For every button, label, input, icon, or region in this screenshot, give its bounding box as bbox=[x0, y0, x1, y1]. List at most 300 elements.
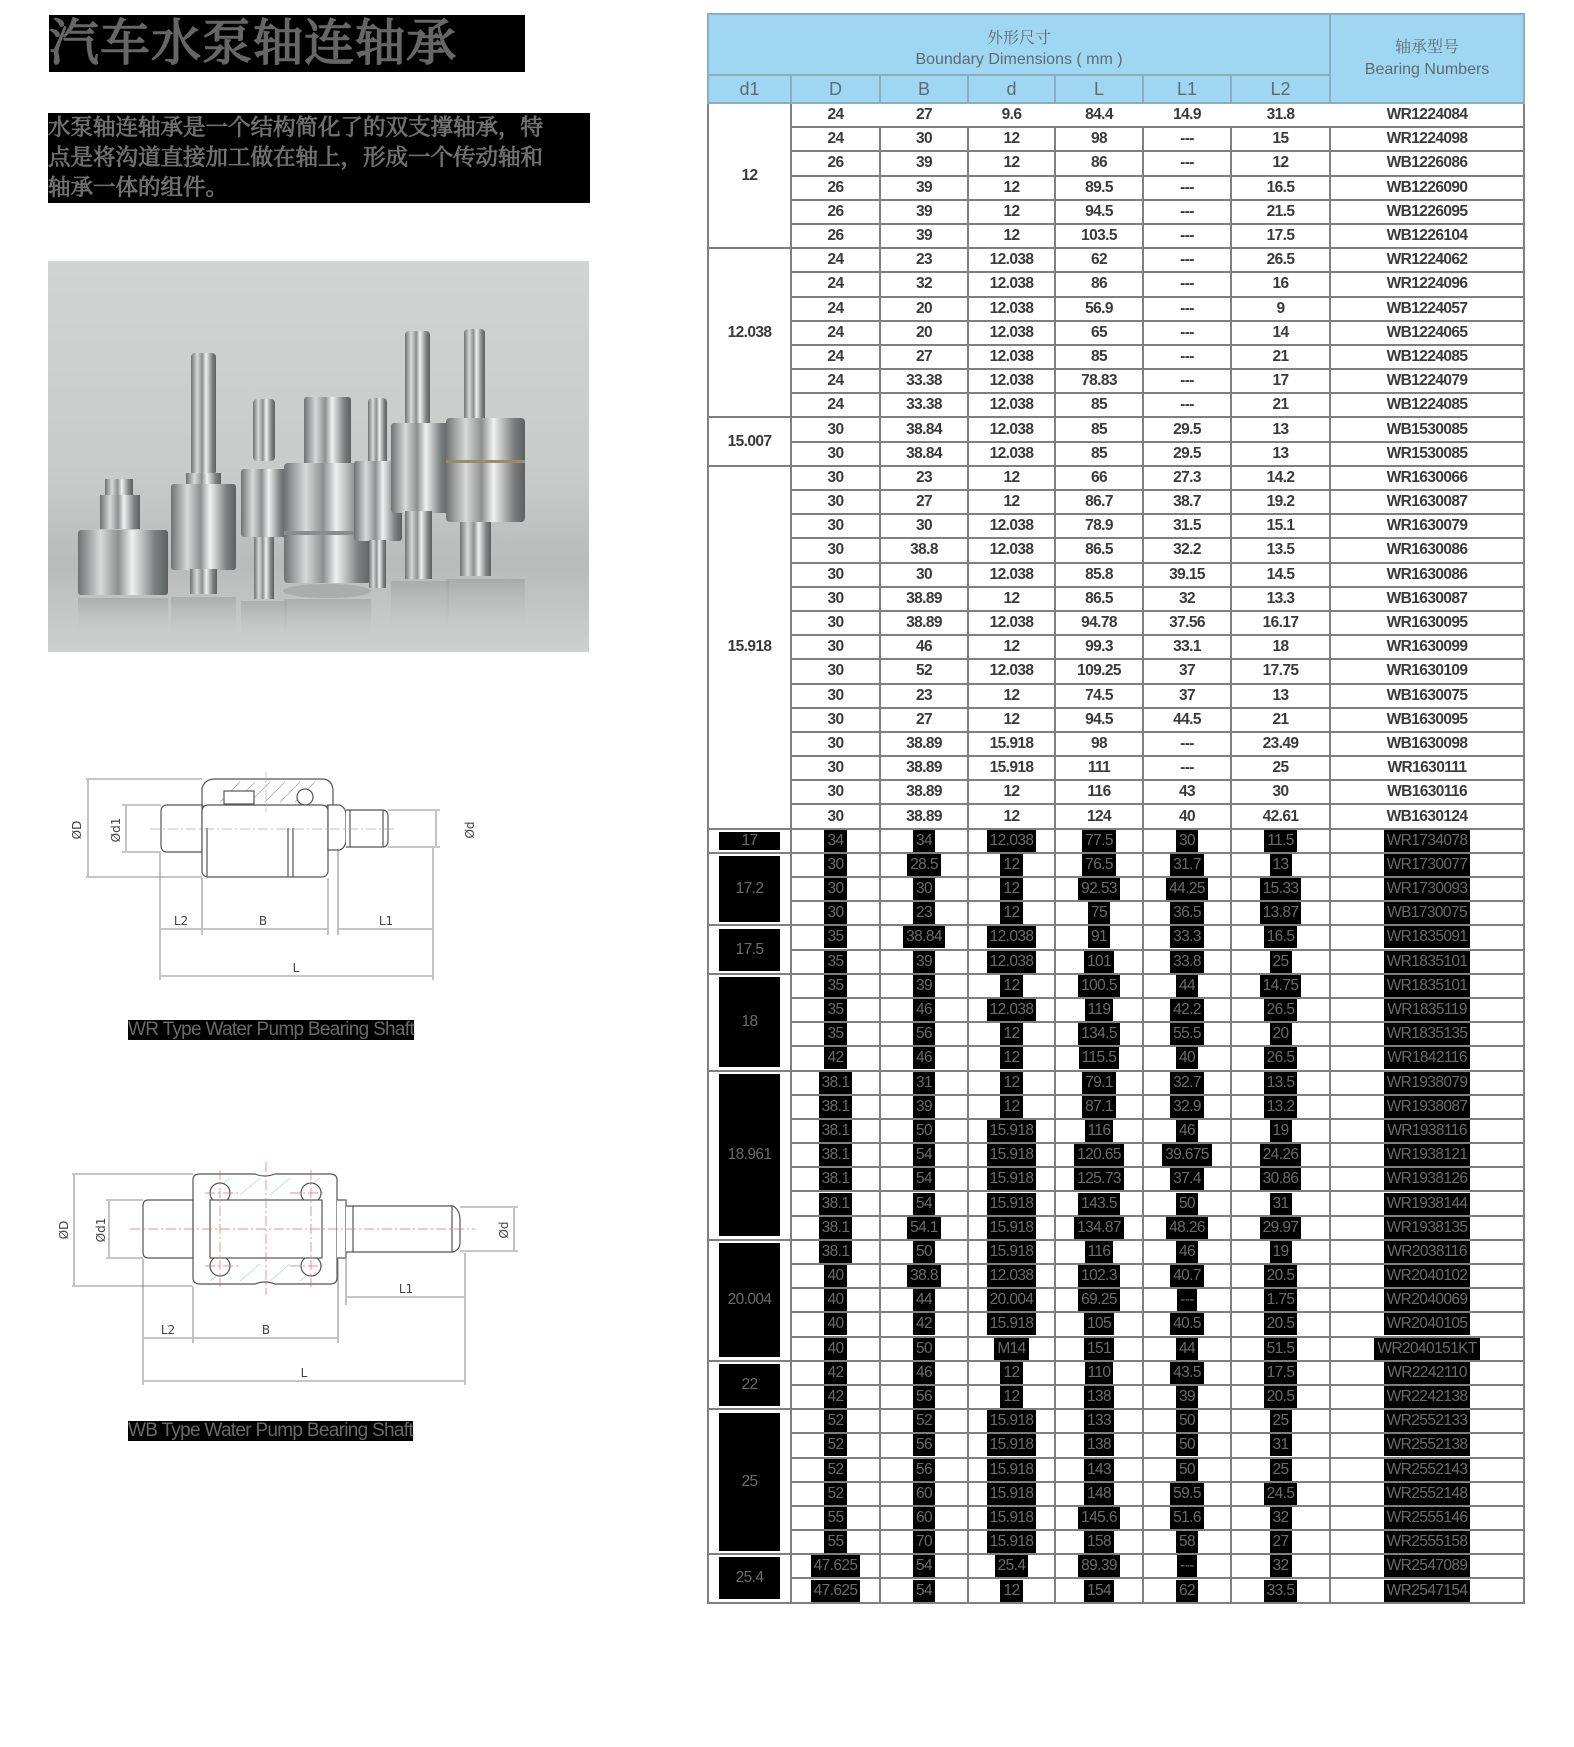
cell-B bbox=[880, 297, 968, 321]
cell-value: 33.38 bbox=[906, 396, 942, 414]
cell-L1 bbox=[1143, 224, 1231, 248]
cell-L2 bbox=[1231, 1554, 1330, 1578]
cell-value: 12 bbox=[1000, 1580, 1022, 1602]
cell-value: 70 bbox=[913, 1531, 935, 1553]
cell-value: 27 bbox=[1270, 1531, 1292, 1553]
cell-value: 44.25 bbox=[1166, 878, 1208, 900]
cell-value: 24.5 bbox=[1264, 1483, 1298, 1505]
cell-L bbox=[1055, 853, 1143, 877]
table-row bbox=[708, 1409, 1524, 1433]
table-row bbox=[708, 272, 1524, 296]
cell-value: WB1530085 bbox=[1386, 420, 1468, 438]
cell-value: 13.5 bbox=[1266, 541, 1295, 559]
cell-value: 38.84 bbox=[906, 420, 942, 438]
cell-value: --- bbox=[1180, 299, 1194, 317]
cell-L2 bbox=[1231, 853, 1330, 877]
cell-value: 12.038 bbox=[989, 251, 1034, 269]
cell-L1 bbox=[1143, 804, 1231, 828]
table-row bbox=[708, 297, 1524, 321]
cell-L bbox=[1055, 611, 1143, 635]
cell-L bbox=[1055, 974, 1143, 998]
table-header bbox=[708, 14, 1524, 103]
cell-value: WR2040151KT bbox=[1374, 1338, 1479, 1360]
dim-label-D: ØD bbox=[57, 1220, 71, 1240]
cell-value: 39 bbox=[915, 154, 933, 172]
table-row bbox=[708, 248, 1524, 272]
cell-value: 55.5 bbox=[1170, 1023, 1204, 1045]
cell-value: 30 bbox=[827, 517, 844, 535]
cell-value: 12 bbox=[1000, 1362, 1022, 1384]
cell-L bbox=[1055, 490, 1143, 514]
cell-value: 24 bbox=[827, 299, 844, 317]
cell-L1 bbox=[1143, 1046, 1231, 1070]
cell-L1 bbox=[1143, 200, 1231, 224]
cell-B bbox=[880, 804, 968, 828]
cell-value: 85 bbox=[1090, 347, 1108, 365]
cell-value: 15 bbox=[1272, 130, 1289, 148]
table-row bbox=[708, 853, 1524, 877]
dim-label-L1: L1 bbox=[378, 914, 394, 928]
table-row bbox=[708, 103, 1524, 127]
cell-L1 bbox=[1143, 1288, 1231, 1312]
cell-value: WR1734078 bbox=[1384, 830, 1471, 852]
cell-value: WB1730075 bbox=[1384, 902, 1470, 924]
cell-value: 60 bbox=[913, 1507, 935, 1529]
cell-d1-value: 18.961 bbox=[719, 1074, 780, 1236]
cell-value: 12 bbox=[1000, 878, 1022, 900]
cell-value: 62 bbox=[1090, 251, 1108, 269]
cell-L bbox=[1055, 925, 1143, 949]
cell-L2 bbox=[1231, 901, 1330, 925]
cell-value: WB1224065 bbox=[1386, 323, 1468, 341]
cell-d bbox=[968, 272, 1055, 296]
cell-value: 40.7 bbox=[1170, 1265, 1204, 1287]
cell-L1 bbox=[1143, 684, 1231, 708]
cell-value: 30 bbox=[824, 878, 846, 900]
cell-value: 38.1 bbox=[819, 1144, 853, 1166]
cell-L bbox=[1055, 200, 1143, 224]
cell-L1 bbox=[1143, 321, 1231, 345]
table-row bbox=[708, 514, 1524, 538]
bearing-spec-table bbox=[707, 13, 1523, 1604]
cell-value: 77.5 bbox=[1082, 830, 1116, 852]
cell-bearing-number bbox=[1330, 1337, 1524, 1361]
cell-bearing-number bbox=[1330, 853, 1524, 877]
cell-L bbox=[1055, 587, 1143, 611]
cell-B bbox=[880, 442, 968, 466]
cell-D bbox=[791, 998, 880, 1022]
cell-value: WR2555158 bbox=[1384, 1531, 1471, 1553]
cell-L2 bbox=[1231, 345, 1330, 369]
cell-bearing-number bbox=[1330, 1191, 1524, 1215]
cell-d bbox=[968, 1554, 1055, 1578]
cell-value: 134.5 bbox=[1078, 1023, 1120, 1045]
cell-value: 39.675 bbox=[1162, 1144, 1212, 1166]
cell-value: 12.038 bbox=[989, 541, 1034, 559]
cell-bearing-number bbox=[1330, 1167, 1524, 1191]
cell-bearing-number bbox=[1330, 538, 1524, 562]
cell-value: 59.5 bbox=[1170, 1483, 1204, 1505]
cell-value: 30 bbox=[827, 686, 844, 704]
cell-L bbox=[1055, 708, 1143, 732]
cell-value: 54.1 bbox=[907, 1217, 941, 1239]
cell-L1 bbox=[1143, 1506, 1231, 1530]
cell-value: 12 bbox=[1003, 710, 1020, 728]
table-row bbox=[708, 901, 1524, 925]
cell-L2 bbox=[1231, 466, 1330, 490]
cell-value: 54 bbox=[913, 1168, 935, 1190]
cell-value: 30 bbox=[827, 565, 844, 583]
cell-L2 bbox=[1231, 321, 1330, 345]
cell-d1-value: 15.007 bbox=[727, 432, 772, 450]
cell-value: 24 bbox=[827, 396, 844, 414]
cell-value: 75 bbox=[1088, 902, 1110, 924]
cell-d bbox=[968, 466, 1055, 490]
cell-value: WR2038116 bbox=[1384, 1241, 1470, 1263]
cell-value: 38.84 bbox=[903, 926, 945, 948]
cell-value: 15.918 bbox=[987, 1434, 1037, 1456]
cell-B bbox=[880, 1482, 968, 1506]
cell-L bbox=[1055, 297, 1143, 321]
cell-value: 98 bbox=[1090, 734, 1108, 752]
cell-value: 21 bbox=[1272, 710, 1289, 728]
cell-L2 bbox=[1231, 272, 1330, 296]
cell-B bbox=[880, 1506, 968, 1530]
cell-d bbox=[968, 1361, 1055, 1385]
cell-value: WR1730077 bbox=[1384, 854, 1471, 876]
cell-d1 bbox=[708, 1071, 791, 1240]
cell-B bbox=[880, 224, 968, 248]
cell-d bbox=[968, 635, 1055, 659]
cell-bearing-number bbox=[1330, 1530, 1524, 1554]
cell-L2 bbox=[1231, 829, 1330, 853]
table-row bbox=[708, 1191, 1524, 1215]
cell-L1 bbox=[1143, 176, 1231, 200]
cell-d1 bbox=[708, 829, 791, 853]
cell-L bbox=[1055, 1022, 1143, 1046]
cell-L1 bbox=[1143, 1191, 1231, 1215]
table-row bbox=[708, 1071, 1524, 1095]
cell-value: 23 bbox=[915, 468, 933, 486]
cell-D bbox=[791, 1216, 880, 1240]
cell-value: 20 bbox=[915, 323, 933, 341]
cell-value: 38.8 bbox=[907, 1265, 941, 1287]
cell-value: 24 bbox=[827, 347, 844, 365]
cell-d bbox=[968, 248, 1055, 272]
cell-D bbox=[791, 732, 880, 756]
cell-value: WR2242110 bbox=[1384, 1362, 1470, 1384]
cell-value: 56 bbox=[913, 1459, 935, 1481]
cell-value: 26.5 bbox=[1264, 999, 1298, 1021]
cell-d bbox=[968, 974, 1055, 998]
table-row bbox=[708, 1458, 1524, 1482]
cell-d1-value: 18 bbox=[719, 977, 780, 1067]
cell-value: 15.918 bbox=[987, 1507, 1037, 1529]
cell-value: 25 bbox=[1270, 1410, 1292, 1432]
cell-L2 bbox=[1231, 1191, 1330, 1215]
cell-L bbox=[1055, 950, 1143, 974]
cell-L1 bbox=[1143, 490, 1231, 514]
cell-value: WR2547154 bbox=[1384, 1580, 1471, 1602]
cell-L2 bbox=[1231, 1022, 1330, 1046]
cell-d bbox=[968, 1458, 1055, 1482]
cell-L bbox=[1055, 635, 1143, 659]
cell-d bbox=[968, 514, 1055, 538]
cell-value: 23 bbox=[915, 686, 933, 704]
cell-value: 38.1 bbox=[819, 1072, 853, 1094]
cell-value: 52 bbox=[824, 1483, 846, 1505]
cell-d1-value: 20.004 bbox=[719, 1243, 780, 1357]
cell-d1 bbox=[708, 103, 791, 248]
cell-value: 30 bbox=[827, 614, 844, 632]
cell-value: 54 bbox=[913, 1555, 935, 1577]
cell-bearing-number bbox=[1330, 1022, 1524, 1046]
cell-L bbox=[1055, 176, 1143, 200]
cell-value: 15.1 bbox=[1266, 517, 1295, 535]
cell-L bbox=[1055, 1458, 1143, 1482]
cell-L2 bbox=[1231, 1167, 1330, 1191]
cell-value: 42 bbox=[913, 1313, 935, 1335]
cell-L bbox=[1055, 538, 1143, 562]
cell-bearing-number bbox=[1330, 490, 1524, 514]
cell-value: 15.918 bbox=[987, 1144, 1037, 1166]
cell-bearing-number bbox=[1330, 1216, 1524, 1240]
cell-B bbox=[880, 1022, 968, 1046]
cell-value: 12 bbox=[1003, 638, 1020, 656]
cell-bearing-number bbox=[1330, 1578, 1524, 1602]
table-row bbox=[708, 466, 1524, 490]
cell-value: 19 bbox=[1270, 1241, 1292, 1263]
cell-value: --- bbox=[1180, 275, 1194, 293]
cell-value: 89.39 bbox=[1078, 1555, 1120, 1577]
cell-L1 bbox=[1143, 151, 1231, 175]
cell-bearing-number bbox=[1330, 442, 1524, 466]
cell-value: 44 bbox=[913, 1289, 935, 1311]
cell-bearing-number bbox=[1330, 1288, 1524, 1312]
cell-value: 13.87 bbox=[1260, 902, 1302, 924]
cell-L2 bbox=[1231, 659, 1330, 683]
cell-value: 39 bbox=[1176, 1386, 1198, 1408]
cell-D bbox=[791, 1409, 880, 1433]
cell-L1 bbox=[1143, 369, 1231, 393]
cell-value: 52 bbox=[824, 1459, 846, 1481]
cell-value: 28.5 bbox=[907, 854, 941, 876]
cell-D bbox=[791, 151, 880, 175]
wb-type-drawing bbox=[50, 1150, 550, 1390]
cell-value: 15.918 bbox=[987, 1459, 1037, 1481]
cell-value: 15.918 bbox=[989, 759, 1034, 777]
cell-D bbox=[791, 1119, 880, 1143]
cell-value: WB1224057 bbox=[1386, 299, 1468, 317]
cell-value: 12 bbox=[1000, 1047, 1022, 1069]
cell-value: 138 bbox=[1084, 1386, 1114, 1408]
cell-L1 bbox=[1143, 611, 1231, 635]
table-row bbox=[708, 563, 1524, 587]
cell-d bbox=[968, 151, 1055, 175]
table-row bbox=[708, 659, 1524, 683]
cell-value: WR1224096 bbox=[1386, 275, 1468, 293]
cell-value: WR2552148 bbox=[1384, 1483, 1471, 1505]
cell-value: 20 bbox=[1270, 1023, 1292, 1045]
cell-value: WR1630087 bbox=[1386, 493, 1468, 511]
cell-d1-value: 12.038 bbox=[727, 323, 772, 341]
cell-value: WR1730093 bbox=[1384, 878, 1471, 900]
cell-B bbox=[880, 611, 968, 635]
bearing-shafts-image bbox=[48, 261, 589, 652]
cell-D bbox=[791, 127, 880, 151]
cell-value: 38.89 bbox=[906, 614, 942, 632]
cell-value: 51.5 bbox=[1264, 1338, 1298, 1360]
cell-value: 74.5 bbox=[1085, 686, 1113, 704]
cell-value: 116 bbox=[1085, 1120, 1114, 1142]
intro-paragraph bbox=[48, 113, 590, 203]
cell-L2 bbox=[1231, 1046, 1330, 1070]
cell-d1 bbox=[708, 417, 791, 465]
cell-value: 38.1 bbox=[819, 1096, 853, 1118]
cell-L bbox=[1055, 1385, 1143, 1409]
cell-value: WR1938144 bbox=[1384, 1193, 1471, 1215]
cell-B bbox=[880, 684, 968, 708]
cell-B bbox=[880, 417, 968, 441]
cell-B bbox=[880, 1409, 968, 1433]
cell-L2 bbox=[1231, 587, 1330, 611]
cell-value: WR1938135 bbox=[1384, 1217, 1471, 1239]
cell-L2 bbox=[1231, 925, 1330, 949]
cell-value: 15.918 bbox=[987, 1217, 1037, 1239]
cell-value: 30 bbox=[827, 468, 844, 486]
cell-B bbox=[880, 490, 968, 514]
cell-d bbox=[968, 659, 1055, 683]
cell-L2 bbox=[1231, 1361, 1330, 1385]
cell-value: 24 bbox=[827, 275, 844, 293]
cell-L2 bbox=[1231, 563, 1330, 587]
cell-B bbox=[880, 1288, 968, 1312]
cell-value: 13 bbox=[1270, 854, 1292, 876]
wb-technical-drawing bbox=[50, 1150, 550, 1390]
table-row bbox=[708, 538, 1524, 562]
wb-caption: WB Type Water Pump Bearing Shaft bbox=[128, 1420, 413, 1441]
cell-value: 12 bbox=[1272, 154, 1289, 172]
cell-L2 bbox=[1231, 1216, 1330, 1240]
cell-B bbox=[880, 1240, 968, 1264]
cell-value: 31 bbox=[1270, 1193, 1292, 1215]
cell-value: 69.25 bbox=[1078, 1289, 1120, 1311]
cell-value: 40 bbox=[1178, 807, 1196, 825]
cell-B bbox=[880, 1578, 968, 1602]
cell-L2 bbox=[1231, 1482, 1330, 1506]
cell-L bbox=[1055, 1506, 1143, 1530]
table-row bbox=[708, 393, 1524, 417]
cell-L1 bbox=[1143, 1167, 1231, 1191]
cell-value: WB1226090 bbox=[1386, 178, 1468, 196]
cell-value: 35 bbox=[824, 975, 846, 997]
cell-value: 14.9 bbox=[1173, 106, 1201, 124]
cell-bearing-number bbox=[1330, 514, 1524, 538]
table-row bbox=[708, 998, 1524, 1022]
cell-D bbox=[791, 1071, 880, 1095]
cell-B bbox=[880, 780, 968, 804]
cell-value: 48.26 bbox=[1166, 1217, 1208, 1239]
cell-value: 56 bbox=[913, 1386, 935, 1408]
cell-value: 46 bbox=[1176, 1120, 1198, 1142]
cell-value: 85.8 bbox=[1085, 565, 1113, 583]
cell-value: 125.73 bbox=[1074, 1168, 1124, 1190]
cell-value: 31.5 bbox=[1173, 517, 1201, 535]
cell-bearing-number bbox=[1330, 393, 1524, 417]
cell-value: 85 bbox=[1090, 420, 1108, 438]
cell-L bbox=[1055, 248, 1143, 272]
cell-bearing-number bbox=[1330, 1240, 1524, 1264]
cell-value: 13.2 bbox=[1264, 1096, 1298, 1118]
cell-value: 24 bbox=[827, 372, 844, 390]
cell-D bbox=[791, 466, 880, 490]
cell-value: WR1630095 bbox=[1386, 614, 1468, 632]
cell-value: 91 bbox=[1088, 926, 1110, 948]
cell-value: 78.9 bbox=[1085, 517, 1113, 535]
cell-d bbox=[968, 563, 1055, 587]
cell-value: 32 bbox=[915, 275, 933, 293]
cell-d bbox=[968, 925, 1055, 949]
cell-D bbox=[791, 1482, 880, 1506]
cell-B bbox=[880, 1337, 968, 1361]
cell-D bbox=[791, 1506, 880, 1530]
table-row bbox=[708, 1361, 1524, 1385]
cell-value: 30 bbox=[827, 638, 844, 656]
cell-value: WR1630066 bbox=[1386, 468, 1468, 486]
cell-value: --- bbox=[1180, 323, 1194, 341]
cell-L bbox=[1055, 417, 1143, 441]
cell-value: 12 bbox=[1003, 154, 1020, 172]
cell-value: 30 bbox=[824, 854, 846, 876]
cell-D bbox=[791, 442, 880, 466]
cell-B bbox=[880, 877, 968, 901]
cell-value: 42.61 bbox=[1262, 807, 1299, 825]
cell-value: WR1630079 bbox=[1386, 517, 1468, 535]
cell-value: 39 bbox=[915, 227, 933, 245]
cell-value: 12 bbox=[1003, 686, 1020, 704]
cell-value: 27 bbox=[915, 493, 933, 511]
cell-value: 24 bbox=[827, 130, 844, 148]
cell-value: 92.53 bbox=[1078, 878, 1120, 900]
cell-value: 23 bbox=[915, 251, 933, 269]
cell-L bbox=[1055, 1216, 1143, 1240]
cell-value: 138 bbox=[1084, 1434, 1114, 1456]
cell-value: 27 bbox=[915, 347, 933, 365]
cell-L1 bbox=[1143, 659, 1231, 683]
cell-D bbox=[791, 635, 880, 659]
cell-value: 12 bbox=[1000, 1096, 1022, 1118]
cell-value: 31 bbox=[913, 1072, 935, 1094]
cell-value: WR1630086 bbox=[1386, 541, 1468, 559]
cell-D bbox=[791, 490, 880, 514]
cell-L2 bbox=[1231, 780, 1330, 804]
cell-B bbox=[880, 829, 968, 853]
cell-value: 24 bbox=[827, 106, 844, 124]
cell-L1 bbox=[1143, 1216, 1231, 1240]
cell-value: 154 bbox=[1084, 1580, 1114, 1602]
cell-L bbox=[1055, 1554, 1143, 1578]
cell-value: 9.6 bbox=[1001, 106, 1022, 124]
cell-value: 124 bbox=[1086, 807, 1112, 825]
cell-bearing-number bbox=[1330, 950, 1524, 974]
cell-L1 bbox=[1143, 1264, 1231, 1288]
cell-L bbox=[1055, 1288, 1143, 1312]
cell-value: 30.86 bbox=[1260, 1168, 1302, 1190]
cell-L bbox=[1055, 877, 1143, 901]
cell-L bbox=[1055, 756, 1143, 780]
cell-d bbox=[968, 587, 1055, 611]
cell-value: 12 bbox=[1000, 902, 1022, 924]
